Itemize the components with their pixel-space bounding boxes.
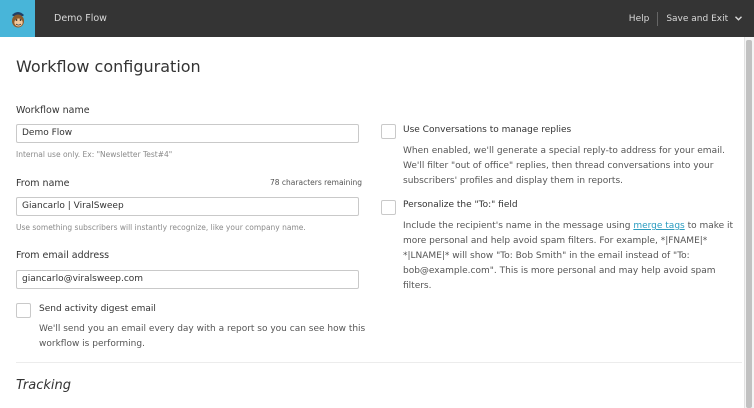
chevron-down-icon [735, 16, 742, 21]
conversations-desc-line3: subscribers' profiles and display them in reports. [403, 176, 624, 186]
characters-remaining: 78 characters remaining [269, 178, 362, 187]
from-email-input[interactable]: giancarlo@viralsweep.com [16, 270, 359, 289]
help-link[interactable]: Help [628, 13, 650, 24]
scrollbar-thumb[interactable] [746, 40, 752, 408]
divider [657, 12, 658, 26]
top-bar [0, 0, 754, 37]
conversations-desc-line1: When enabled, we'll generate a special reply-to address for your email. [403, 146, 725, 156]
personalize-desc-line2: more personal and help avoid spam filters. For example, *|FNAME|* [403, 236, 708, 246]
desc-text: to make it [684, 221, 734, 231]
from-email-label: From email address [16, 250, 110, 261]
digest-label: Send activity digest email [39, 304, 156, 314]
section-divider [16, 362, 742, 363]
personalize-desc-line1 [403, 219, 733, 234]
from-name-label: From name [16, 178, 70, 189]
personalize-desc-line5: filters. [403, 281, 432, 291]
tracking-section-title: Tracking [16, 378, 72, 393]
from-name-input[interactable]: Giancarlo | ViralSweep [16, 197, 359, 216]
personalize-checkbox[interactable] [381, 200, 396, 215]
workflow-name-label: Workflow name [16, 105, 90, 116]
save-and-exit-button[interactable] [666, 14, 742, 24]
logo[interactable] [0, 0, 35, 37]
digest-desc-line1: We'll send you an email every day with a report so you can see how this [39, 324, 366, 334]
digest-desc-line2: workflow is performing. [39, 339, 145, 349]
merge-tags-link[interactable]: merge tags [633, 221, 685, 231]
personalize-desc-line4: bob@example.com". This is more personal and may help avoid spam [403, 266, 716, 276]
conversations-desc-line2: We'll filter "out of office" replies, then thread conversations into your [403, 161, 714, 171]
from-name-hint: Use something subscribers will instantly recognize, like your company name. [16, 223, 306, 232]
workflow-name-hint: Internal use only. Ex: "Newsletter Test#4" [16, 150, 173, 159]
digest-checkbox[interactable] [16, 303, 31, 318]
personalize-desc-line3: *|LNAME|* will show "To: Bob Smith" in the email instead of "To: [403, 251, 690, 261]
workflow-name-input[interactable]: Demo Flow [16, 124, 359, 143]
save-and-exit-label: Save and Exit [666, 13, 729, 24]
desc-text: Include the recipient's name in the message using [403, 221, 634, 231]
app-title: Demo Flow [54, 13, 107, 24]
conversations-label: Use Conversations to manage replies [403, 125, 572, 135]
conversations-checkbox[interactable] [381, 124, 396, 139]
personalize-label: Personalize the "To:" field [403, 200, 518, 210]
monkey-mascot-icon [9, 9, 27, 29]
page-title: Workflow configuration [16, 57, 201, 76]
